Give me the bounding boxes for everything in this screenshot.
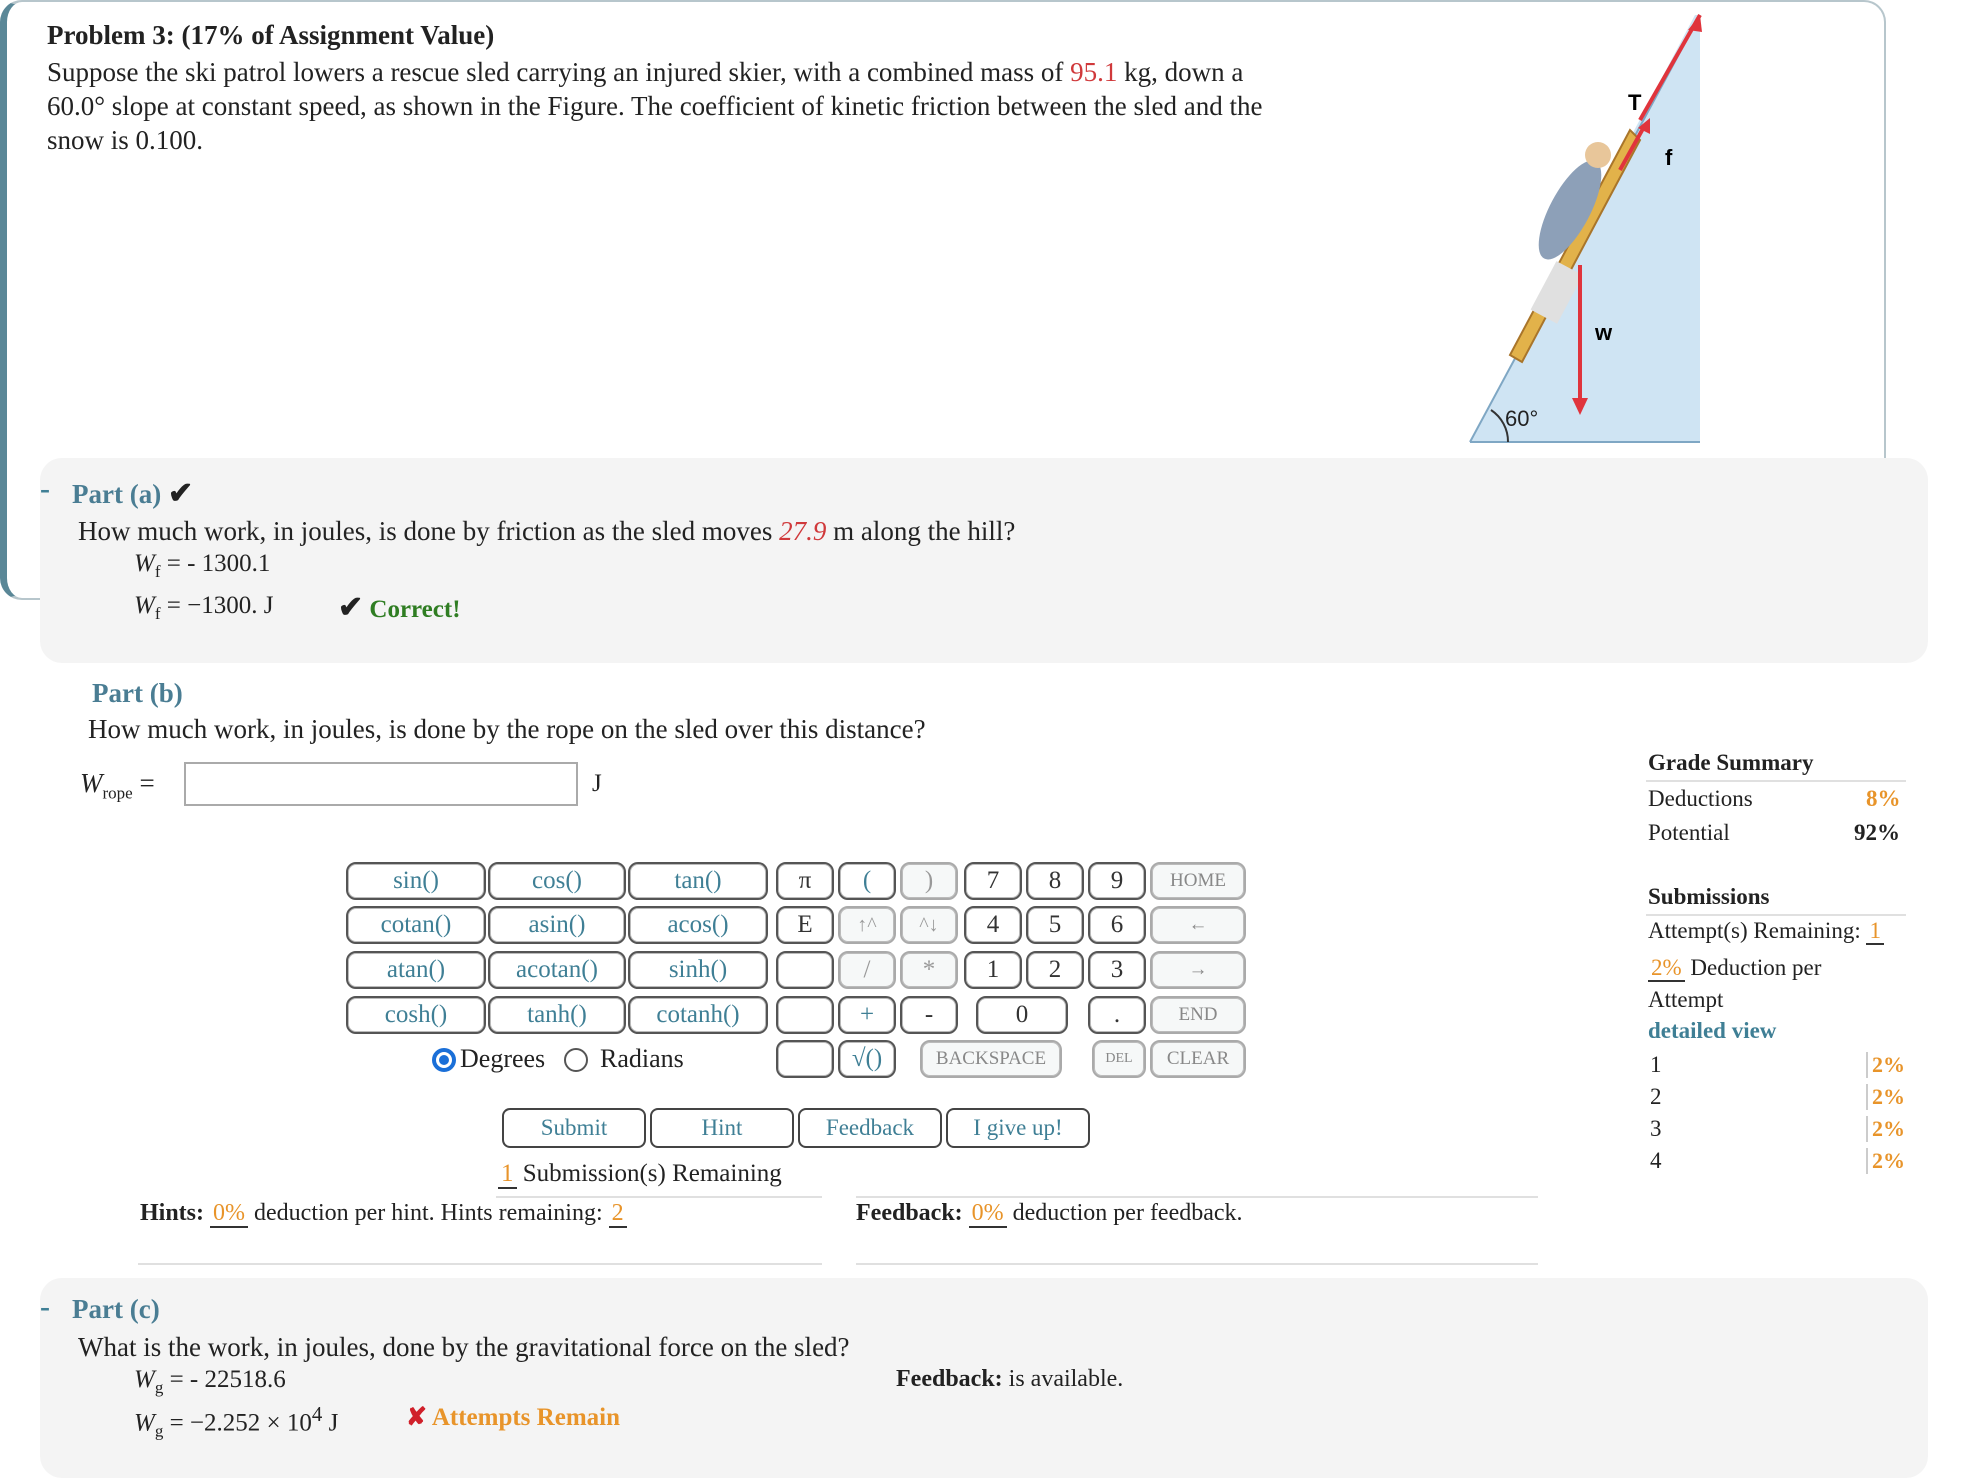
submissions-title: Submissions [1648, 884, 1770, 909]
digit-7-button[interactable]: 7 [964, 862, 1022, 900]
asin-button[interactable]: asin() [488, 906, 626, 944]
delete-button[interactable]: DEL [1092, 1040, 1146, 1078]
problem-text-2: kg, down a 60.0° slope at constant speed, as shown in the Figure. The coefficient of kinetic friction between the sled and the snow is 0.100. [47, 57, 1263, 155]
divider [496, 1196, 822, 1198]
digit-4-button[interactable]: 4 [964, 906, 1022, 944]
pi-button[interactable]: π [776, 862, 834, 900]
checkmark-icon: ✔ [338, 591, 364, 624]
feedback-pct: 0% [969, 1200, 1007, 1228]
part-c-entered [134, 1366, 286, 1398]
decimal-button[interactable]: . [1088, 996, 1146, 1034]
attempt-pct: 2% [1866, 1084, 1905, 1110]
submissions-count: 1 [498, 1160, 517, 1189]
grade-summary-title: Grade Summary [1648, 750, 1814, 775]
right-paren-button[interactable]: ) [900, 862, 958, 900]
potential-value: 92% [1854, 820, 1900, 845]
result-value: = −1300. J [160, 592, 274, 619]
rope-work-label [80, 768, 155, 803]
weight-label: w [1595, 320, 1613, 345]
detailed-view-link[interactable]: detailed view [1648, 1018, 1777, 1043]
part-c-question: What is the work, in joules, done by the gravitational force on the sled? [78, 1332, 850, 1362]
attempts-remaining [1648, 918, 1884, 944]
work-subscript: f [154, 604, 161, 623]
result-exponent: 4 [311, 1402, 323, 1426]
cotan-button[interactable]: cotan() [346, 906, 486, 944]
attempts-status-label: Attempts Remain [431, 1404, 620, 1431]
part-a-title-text: Part (a) [72, 479, 162, 509]
feedback-label: Feedback: [896, 1366, 1003, 1392]
friction-label: f [1665, 145, 1673, 170]
left-paren-button[interactable]: ( [838, 862, 896, 900]
degrees-radio[interactable] [432, 1048, 456, 1072]
digit-6-button[interactable]: 6 [1088, 906, 1146, 944]
hints-label: Hints: [140, 1200, 205, 1226]
part-a-question [78, 516, 1015, 547]
tension-label: T [1628, 90, 1642, 115]
part-c-feedback [896, 1366, 1123, 1393]
skier-head [1585, 142, 1611, 168]
hint-button[interactable]: Hint [650, 1108, 794, 1148]
part-a-panel [40, 458, 1928, 663]
hints-remaining: 2 [609, 1200, 627, 1228]
multiply-button[interactable]: * [900, 951, 958, 989]
divider [138, 1263, 822, 1265]
correct-label: Correct! [369, 596, 461, 623]
acotan-button[interactable]: acotan() [488, 951, 626, 989]
work-symbol: W [134, 550, 155, 577]
distance-value: 27.9 [779, 516, 827, 546]
deduction-per-attempt [1648, 952, 1888, 1016]
attempt-number: 3 [1650, 1116, 1662, 1141]
slope-figure [1460, 10, 1720, 450]
problem-statement [47, 55, 1287, 157]
unit-label: J [592, 770, 602, 797]
submit-button[interactable]: Submit [502, 1108, 646, 1148]
attempt-pct: 2% [1866, 1148, 1905, 1174]
blank-key[interactable] [776, 1040, 834, 1078]
attempt-pct: 2% [1866, 1116, 1905, 1142]
backspace-button[interactable]: BACKSPACE [920, 1040, 1062, 1078]
divider [1646, 914, 1906, 916]
work-symbol: W [134, 1409, 155, 1437]
attempts-status [406, 1402, 620, 1432]
cross-icon: ✘ [406, 1404, 427, 1431]
cursor-right-button[interactable]: → [1150, 951, 1246, 989]
cursor-left-button[interactable]: ← [1150, 906, 1246, 944]
sin-button[interactable]: sin() [346, 862, 486, 900]
radians-radio[interactable] [564, 1048, 588, 1072]
part-a-title [72, 476, 193, 511]
attempts-label: Attempt(s) Remaining: [1648, 918, 1867, 943]
attempts-value: 1 [1866, 918, 1884, 945]
feedback-button[interactable]: Feedback [798, 1108, 942, 1148]
part-c-title: Part (c) [72, 1294, 160, 1324]
divider [856, 1263, 1538, 1265]
digit-5-button[interactable]: 5 [1026, 906, 1084, 944]
digit-0-button[interactable]: 0 [976, 996, 1068, 1034]
submissions-text: Submission(s) Remaining [516, 1160, 782, 1187]
feedback-text: is available. [1002, 1366, 1124, 1392]
acos-button[interactable]: acos() [628, 906, 768, 944]
work-subscript: rope [102, 783, 133, 803]
work-symbol: W [134, 1366, 155, 1393]
work-subscript: g [154, 1378, 164, 1397]
hints-info [140, 1200, 627, 1227]
tanh-button[interactable]: tanh() [488, 996, 626, 1034]
cotanh-button[interactable]: cotanh() [628, 996, 768, 1034]
part-a-question-text-2: m along the hill? [826, 516, 1016, 546]
power-up-button[interactable]: ↑^ [838, 906, 896, 944]
part-c-result [134, 1402, 338, 1441]
blank-key[interactable] [776, 951, 834, 989]
home-button[interactable]: HOME [1150, 862, 1246, 900]
e-button[interactable]: E [776, 906, 834, 944]
digit-3-button[interactable]: 3 [1088, 951, 1146, 989]
divider [856, 1196, 1538, 1198]
sinh-button[interactable]: sinh() [628, 951, 768, 989]
divide-button[interactable]: / [838, 951, 896, 989]
attempt-pct: 2% [1866, 1052, 1905, 1078]
result-value: = −2.252 × 10 [163, 1409, 312, 1437]
give-up-button[interactable]: I give up! [946, 1108, 1090, 1148]
degrees-label: Degrees [460, 1044, 546, 1073]
part-a-question-text-1: How much work, in joules, is done by friction as the sled moves [78, 516, 780, 546]
power-down-button[interactable]: ^↓ [900, 906, 958, 944]
hints-text: deduction per hint. Hints remaining: [248, 1200, 609, 1226]
blank-key[interactable] [776, 996, 834, 1034]
problem-title: Problem 3: (17% of Assignment Value) [47, 20, 495, 50]
attempt-number: 4 [1650, 1148, 1662, 1173]
radians-label: Radians [600, 1044, 684, 1073]
minus-button[interactable]: - [900, 996, 958, 1034]
sqrt-button[interactable]: √() [838, 1040, 896, 1078]
work-subscript: f [154, 562, 161, 581]
digit-1-button[interactable]: 1 [964, 951, 1022, 989]
digit-8-button[interactable]: 8 [1026, 862, 1084, 900]
attempt-number: 1 [1650, 1052, 1662, 1077]
digit-2-button[interactable]: 2 [1026, 951, 1084, 989]
plus-button[interactable]: + [838, 996, 896, 1034]
work-subscript: g [154, 1421, 164, 1441]
deductions-label: Deductions [1648, 786, 1753, 811]
deduction-text: Deduction per Attempt [1648, 955, 1822, 1012]
work-symbol: W [134, 592, 155, 619]
submissions-remaining [498, 1160, 782, 1188]
entered-value: = - 22518.6 [163, 1366, 286, 1393]
divider [1646, 780, 1906, 782]
clear-button[interactable]: CLEAR [1150, 1040, 1246, 1078]
correct-status [338, 590, 461, 625]
part-b-title: Part (b) [92, 678, 183, 708]
entered-value: = - 1300.1 [160, 550, 271, 577]
potential-label: Potential [1648, 820, 1730, 845]
result-unit: J [322, 1409, 339, 1437]
deduction-pct: 2% [1648, 955, 1685, 982]
collapse-part-a-button[interactable]: - [40, 472, 50, 505]
answer-input[interactable] [184, 762, 578, 806]
cosh-button[interactable]: cosh() [346, 996, 486, 1034]
part-a-result [134, 592, 273, 624]
feedback-text: deduction per feedback. [1006, 1200, 1243, 1226]
cos-button[interactable]: cos() [488, 862, 626, 900]
atan-button[interactable]: atan() [346, 951, 486, 989]
angle-label: 60° [1505, 406, 1539, 431]
checkmark-icon: ✔ [167, 477, 194, 510]
end-button[interactable]: END [1150, 996, 1246, 1034]
collapse-part-c-button[interactable]: - [40, 1290, 50, 1323]
work-symbol: W [80, 768, 103, 798]
equals-sign: = [139, 768, 155, 798]
feedback-info [856, 1200, 1243, 1227]
digit-9-button[interactable]: 9 [1088, 862, 1146, 900]
feedback-label: Feedback: [856, 1200, 963, 1226]
part-a-entered [134, 550, 270, 582]
hints-pct: 0% [210, 1200, 248, 1228]
part-b-question: How much work, in joules, is done by the rope on the sled over this distance? [88, 714, 926, 744]
mass-value: 95.1 [1070, 57, 1118, 87]
problem-text-1: Suppose the ski patrol lowers a rescue sled carrying an injured skier, with a combined mass of [47, 57, 1071, 87]
deductions-value: 8% [1866, 786, 1901, 811]
tan-button[interactable]: tan() [628, 862, 768, 900]
attempt-number: 2 [1650, 1084, 1662, 1109]
